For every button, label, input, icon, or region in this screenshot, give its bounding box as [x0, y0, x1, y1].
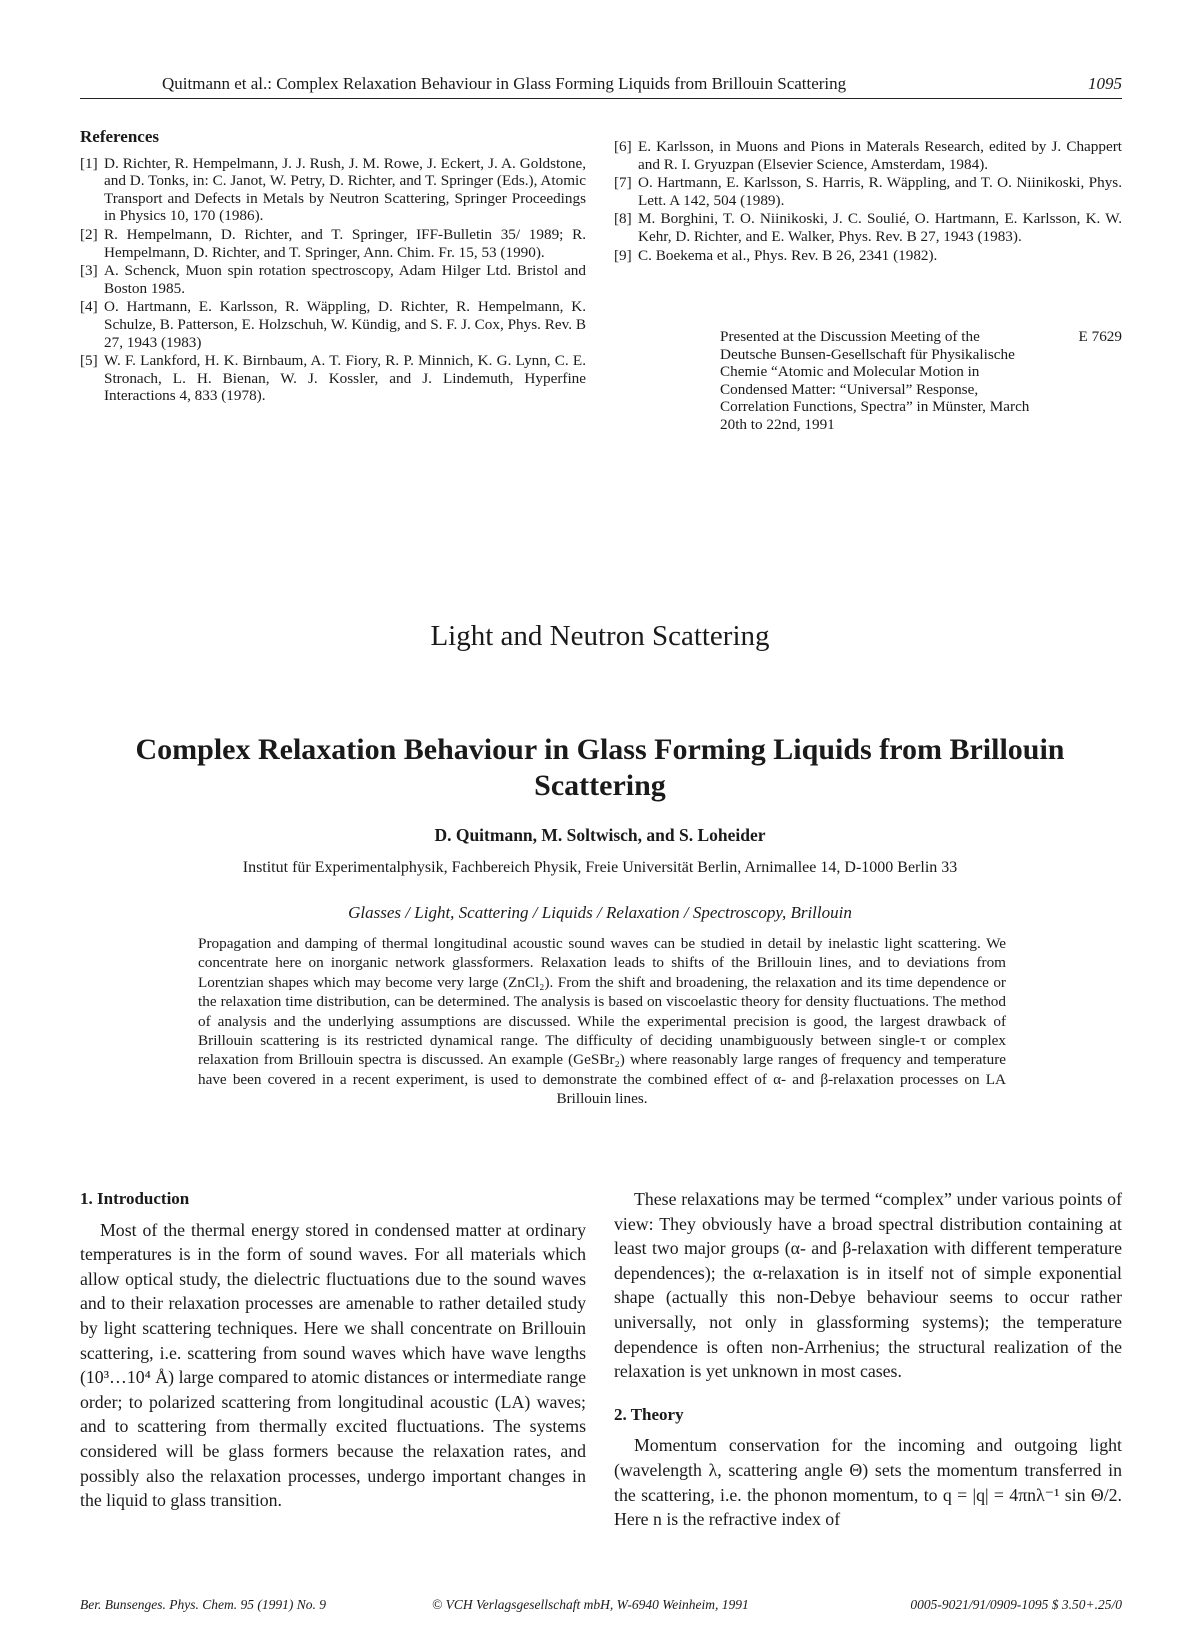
- reference-item: [80, 262, 586, 297]
- presented-note: Presented at the Discussion Meeting of the Deutsche Bunsen-Gesellschaft für Physikalische Chemie “Atomic and Molecular Motion in Condensed Matter: “Universal” Response, Correlation Functions, Spectra” in Münster, March 20th to 22nd, 1991: [720, 328, 1030, 433]
- affiliation: Institut für Experimentalphysik, Fachbereich Physik, Freie Universität Berlin, Arnimallee 14, D-1000 Berlin 33: [242, 859, 958, 876]
- reference-text: E. Karlsson, in Muons and Pions in Materals Research, edited by J. Chappert and R. I. Gryuzpan (Elsevier Science, Amsterdam, 1984).: [638, 138, 1122, 173]
- theory-heading: 2. Theory: [614, 1404, 684, 1424]
- reference-text: O. Hartmann, E. Karlsson, R. Wäppling, D. Richter, R. Hempelmann, K. Schulze, B. Patterson, E. Holzschuh, W. Kündig, and S. F. J. Cox, Phys. Rev. B 27, 1943 (1983): [104, 298, 586, 351]
- reference-item: [614, 138, 1122, 173]
- section-spacer: [614, 1384, 1122, 1403]
- reference-text: W. F. Lankford, H. K. Birnbaum, A. T. Fiory, R. P. Minnich, K. G. Lynn, C. E. Stronach, L. H. Bienan, W. J. Kossler, and J. Lindemuth, Hyperfine Interactions 4, 833 (1978).: [104, 352, 586, 405]
- introduction-paragraph: Most of the thermal energy stored in condensed matter at ordinary temperatures is in the form of sound waves. For all materials which allow optical study, the dielectric fluctuations due to the sound waves and to their relaxation processes are amenable to rather detailed study by light scattering techniques. Here we shall concentrate on Brillouin scattering, i.e. scattering from sound waves which have wave lengths (10³…10⁴ Å) large compared to atomic distances or intermediate range order; to polarized scattering from longitudinal acoustic (LA) waves; and to scattering from thermally excited fluctuations. The systems considered will be glass formers because the relaxation rates, and possibly also the relaxation processes, undergo important changes in the liquid to glass transition.: [80, 1219, 586, 1511]
- reference-item: [80, 352, 586, 405]
- reference-number: [3]: [80, 262, 98, 280]
- references-right-column: [614, 138, 1122, 265]
- running-header: [80, 74, 1122, 99]
- reference-text: D. Richter, R. Hempelmann, J. J. Rush, J. M. Rowe, J. Eckert, J. A. Goldstone, and D. Tonks, in: C. Janot, W. Petry, D. Richter, and T. Springer (Eds.), Atomic Transport and Defects in Metals by Neutron Scattering, Springer Proceedings in Physics 10, 170 (1986).: [104, 154, 586, 225]
- reference-number: [8]: [614, 210, 632, 228]
- reference-number: [2]: [80, 225, 98, 243]
- reference-number: [9]: [614, 246, 632, 264]
- theory-paragraph: Momentum conservation for the incoming and outgoing light (wavelength λ, scattering angle Θ) sets the momentum transferred in the scattering, i.e. the phonon momentum, to q = |q| = 4πnλ⁻¹ sin Θ/2. Here n is the refractive index of: [614, 1435, 1122, 1530]
- reference-item: [614, 210, 1122, 245]
- reference-item: [614, 174, 1122, 209]
- footer-publisher: © VCH Verlagsgesellschaft mbH, W-6940 Weinheim, 1991: [432, 1597, 749, 1612]
- reference-number: [7]: [614, 174, 632, 192]
- reference-text: M. Borghini, T. O. Niinikoski, J. C. Soulié, O. Hartmann, E. Karlsson, K. W. Kehr, D. Richter, and E. Walker, Phys. Rev. B 27, 1943 (1983).: [638, 210, 1122, 245]
- section-title: Light and Neutron Scattering: [430, 620, 770, 652]
- abstract: Propagation and damping of thermal longitudinal acoustic sound waves can be studied in detail by inelastic light scattering. We concentrate here on inorganic network glassformers. Relaxation leads to shifts of the Brillouin lines, and to deviations from Lorentzian shapes which may become very large (ZnCl₂). From the shift and broadening, the relaxation and its time dependence or the relaxation time distribution, can be determined. The analysis is based on viscoelastic theory for density fluctuations. The method of analysis and the underlying assumptions are discussed. While the experimental precision is good, the largest drawback of Brillouin scattering is its restricted dynamical range. The difficulty of deciding unambiguously between single-τ or complex relaxation from Brillouin spectra is discussed. An example (GeSBr₂) where reasonably large ranges of frequency and temperature have been covered in a recent experiment, is used to demonstrate the combined effect of α- and β-relaxation processes on LA Brillouin lines.: [198, 935, 1006, 1108]
- relaxation-paragraph: These relaxations may be termed “complex” under various points of view: They obviously have a broad spectral distribution containing at least two major groups (α- and β-relaxation with different temperature dependences); the α-relaxation is in itself not of simple exponential shape (actually this non-Debye behaviour seems to occur rather universally, not only in glassforming systems); the temperature dependence is often non-Arrhenius; the structural realization of the relaxation is yet unknown in most cases.: [614, 1189, 1122, 1382]
- introduction-heading: 1. Introduction: [80, 1189, 190, 1208]
- footer-code: 0005-9021/91/0909-1095 $ 3.50+.25/0: [910, 1597, 1122, 1612]
- reference-text: C. Boekema et al., Phys. Rev. B 26, 2341 (1982).: [638, 246, 938, 264]
- authors: D. Quitmann, M. Soltwisch, and S. Loheider: [434, 825, 766, 845]
- manuscript-code: E 7629: [1078, 328, 1122, 345]
- keywords: Glasses / Light, Scattering / Liquids / Relaxation / Spectroscopy, Brillouin: [348, 903, 852, 922]
- reference-item: [80, 298, 586, 351]
- references-heading: References: [80, 127, 159, 146]
- references-left-column: [80, 128, 586, 406]
- reference-text: O. Hartmann, E. Karlsson, S. Harris, R. Wäppling, and T. O. Niinikoski, Phys. Lett. A 142, 504 (1989).: [638, 174, 1122, 209]
- article-title: Complex Relaxation Behaviour in Glass Forming Liquids from Brillouin Scattering: [135, 733, 1065, 802]
- reference-text: A. Schenck, Muon spin rotation spectroscopy, Adam Hilger Ltd. Bristol and Boston 1985.: [104, 262, 586, 297]
- reference-number: [5]: [80, 352, 98, 370]
- reference-number: [6]: [614, 138, 632, 155]
- reference-text: R. Hempelmann, D. Richter, and T. Springer, IFF-Bulletin 35/ 1989; R. Hempelmann, D. Richter, and T. Springer, Ann. Chim. Fr. 15, 53 (1990).: [104, 225, 586, 261]
- footer-journal: Ber. Bunsenges. Phys. Chem. 95 (1991) No. 9: [80, 1597, 326, 1612]
- body-left-column: [80, 1187, 586, 1513]
- reference-item: [80, 226, 586, 261]
- page-number: 1095: [1088, 74, 1122, 93]
- body-right-column: [614, 1187, 1122, 1532]
- reference-item: [80, 155, 586, 225]
- reference-item: [614, 247, 1122, 265]
- running-title: Quitmann et al.: Complex Relaxation Behaviour in Glass Forming Liquids from Brillouin Scattering: [162, 74, 847, 93]
- reference-number: [1]: [80, 154, 98, 172]
- reference-number: [4]: [80, 298, 98, 316]
